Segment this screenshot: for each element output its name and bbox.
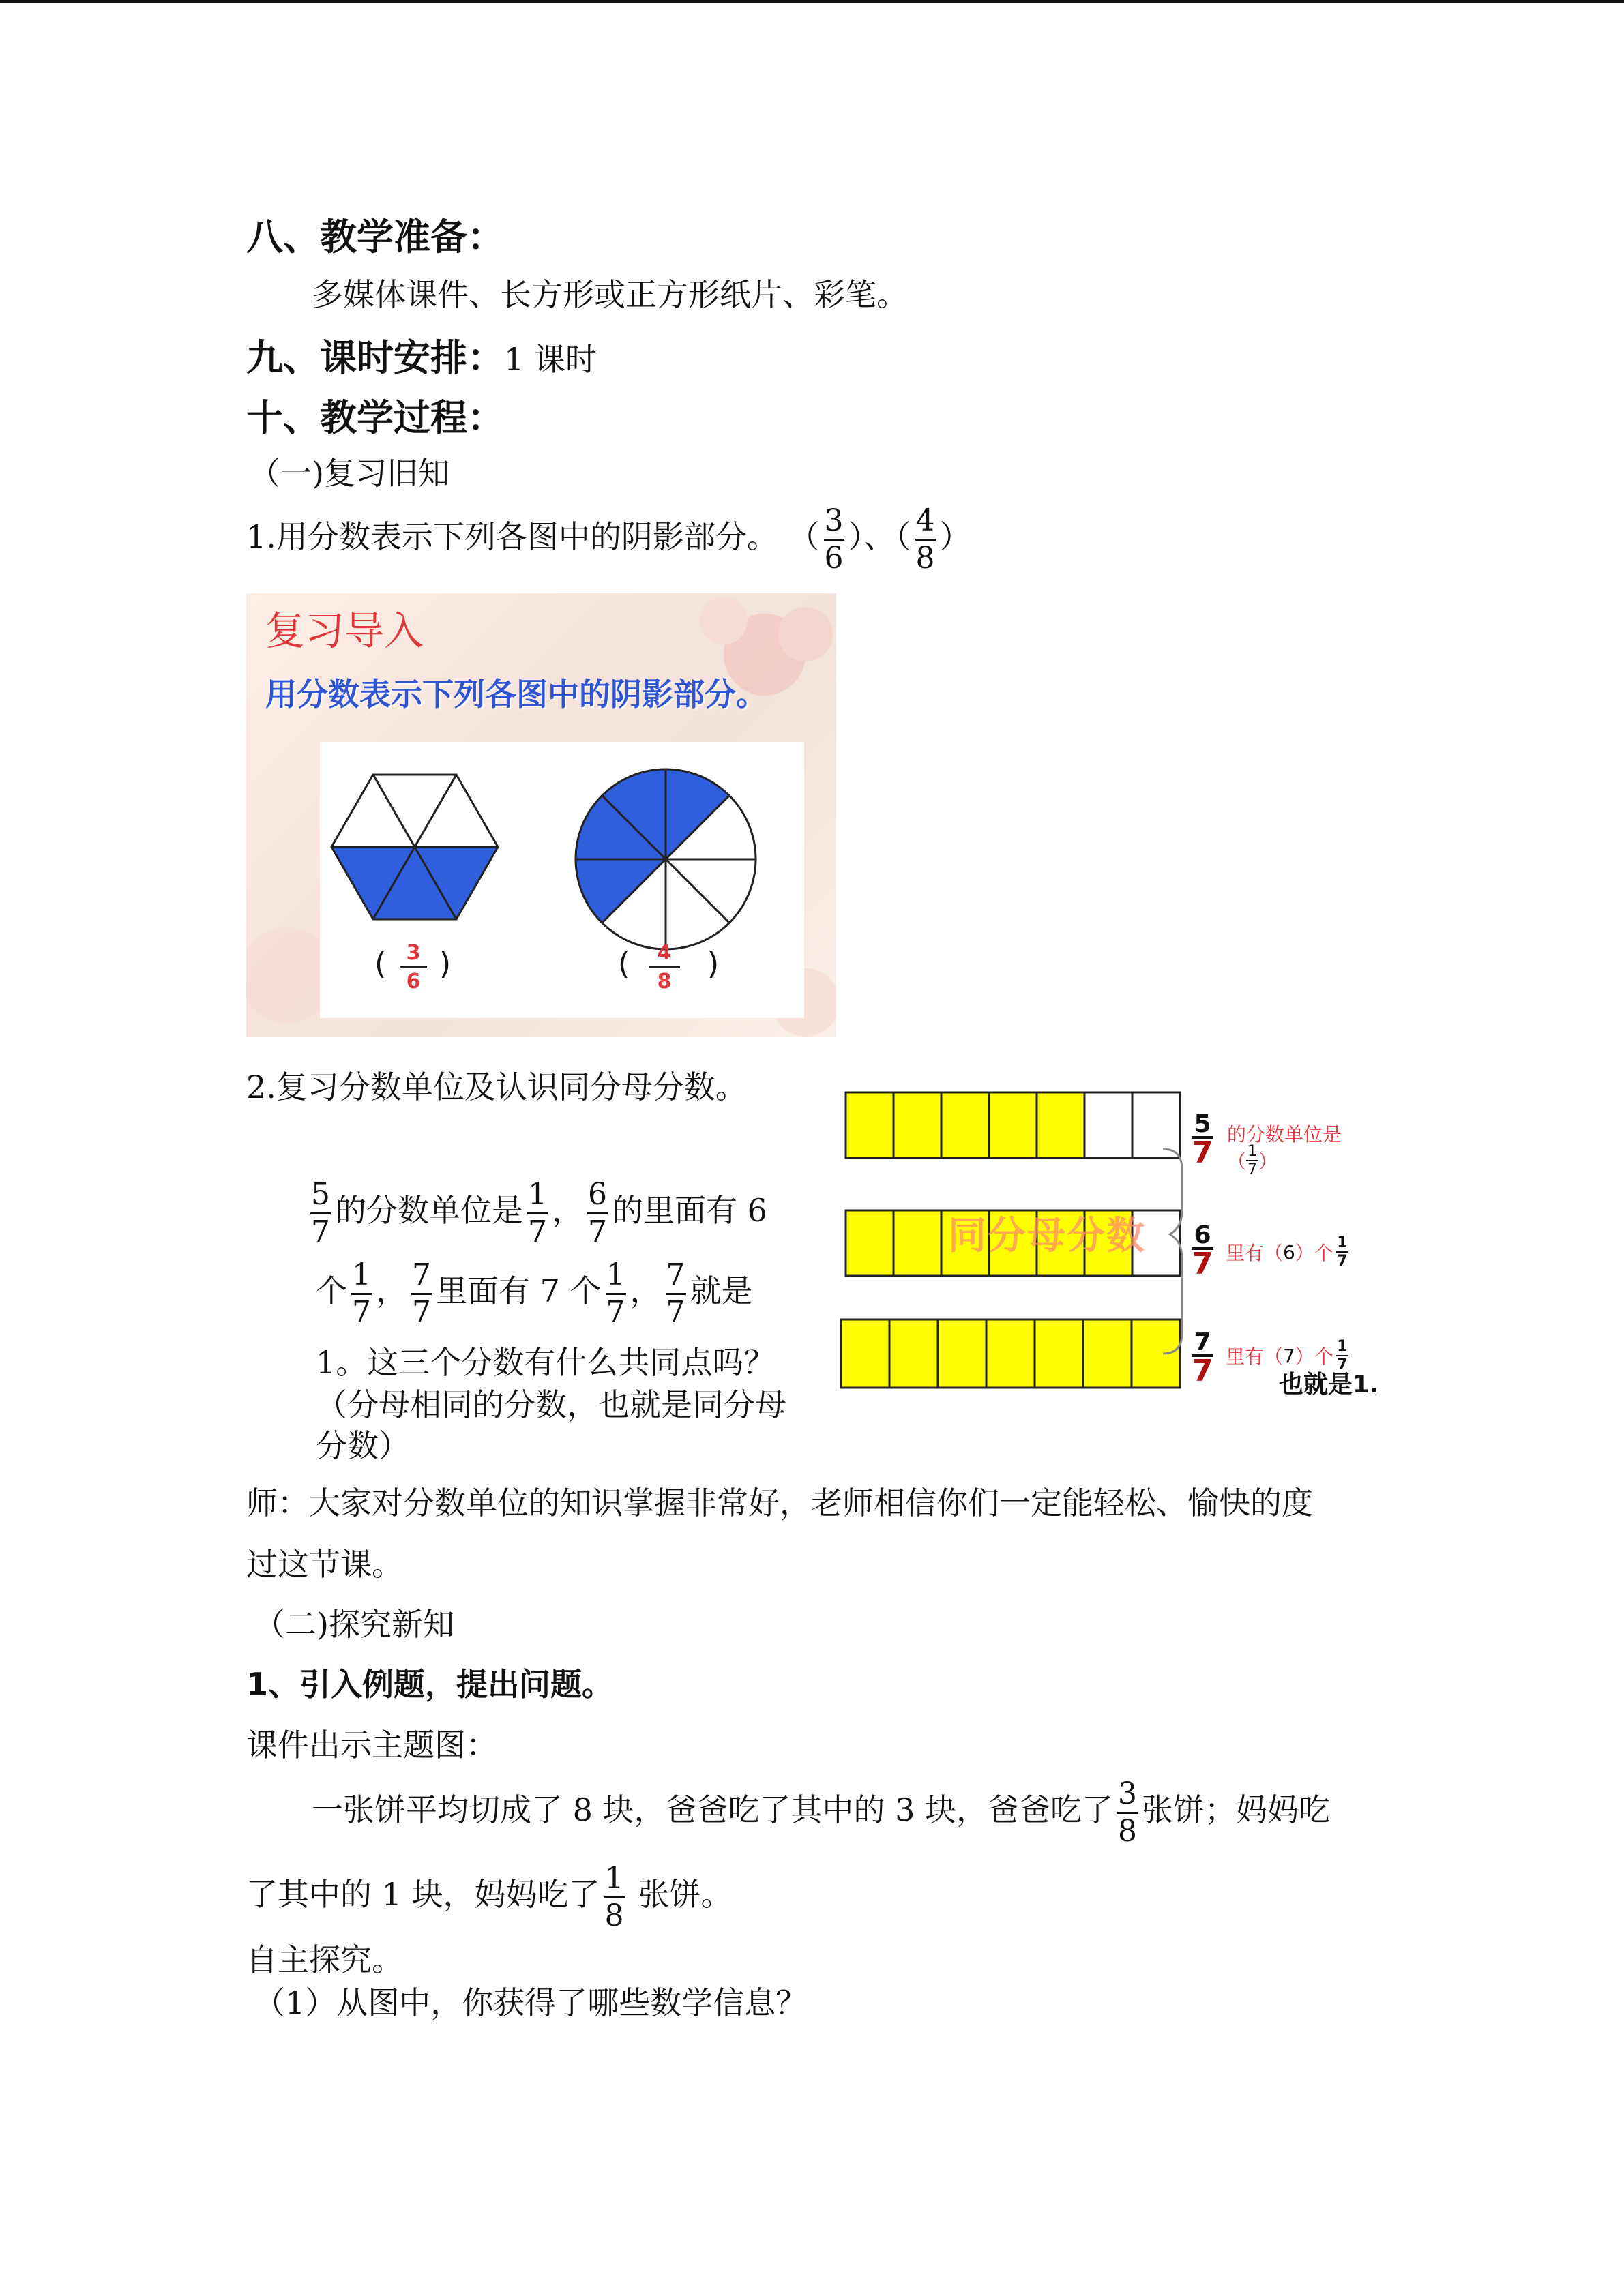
comma: ， (630, 1272, 662, 1309)
numerator: 4 (657, 941, 672, 965)
numerator: 3 (406, 941, 421, 965)
explore-q1: （1）从图中，你获得了哪些数学信息？ (254, 1984, 808, 2021)
bar1-fraction: 5 7 (1192, 1110, 1213, 1170)
fraction-1-7: $\frac{1}{7}$ (606, 1257, 625, 1330)
hexagon-figure (328, 767, 505, 931)
slide-question: 用分数表示下列各图中的阴影部分。 (265, 676, 767, 713)
q2-text: 就是 (690, 1272, 753, 1309)
explore-step1: 1、引入例题，提出问题。 (246, 1666, 614, 1703)
q2-line3: 1。这三个分数有什么共同点吗？ (316, 1344, 776, 1381)
fraction-3-8: $\frac{3}{8}$ (1118, 1776, 1138, 1849)
explore-show: 课件出示主题图： (246, 1727, 497, 1763)
fraction-7-7: $\frac{7}{7}$ (412, 1257, 431, 1330)
q2-line2 (316, 1253, 753, 1328)
paren-close: ) (439, 946, 452, 981)
comma: ， (376, 1272, 407, 1309)
section8-title: 八、教学准备： (246, 215, 504, 258)
denominator: 8 (657, 970, 672, 994)
section8-content: 多媒体课件、长方形或正方形纸片、彩笔。 (312, 276, 908, 313)
section9 (246, 329, 597, 381)
story-text: 了其中的 1 块，妈妈吃了 (246, 1876, 600, 1913)
review-q2-text: 2.复习分数单位及认识同分母分数。 (246, 1069, 747, 1105)
paren-open: ( (374, 946, 387, 981)
explore-self: 自主探究。 (246, 1941, 403, 1978)
paren-open: ( (618, 946, 630, 981)
section9-content: 1 课时 (504, 341, 597, 378)
slide-hex-fraction (400, 941, 427, 994)
circle-figure (574, 767, 765, 958)
story-text: 张饼；妈妈吃 (1142, 1791, 1331, 1828)
story-line2 (246, 1856, 733, 1933)
explore-heading: （二)探究新知 (254, 1606, 454, 1643)
bar1-label: 的分数单位是 (1227, 1123, 1342, 1146)
page-top-border (0, 0, 1624, 3)
teacher-line2: 过这节课。 (246, 1546, 403, 1583)
fraction-6-7: $\frac{6}{7}$ (588, 1176, 607, 1249)
fraction-1-7: $\frac{1}{7}$ (528, 1176, 547, 1249)
bar1-unit: （ 1 7 ） (1227, 1143, 1278, 1178)
section10-title: 十、教学过程： (246, 396, 504, 439)
review-slide-image (246, 593, 836, 1037)
fraction-bars-figure (836, 1084, 1429, 1405)
bar3-label: 里有（ 7 ）个 1 7 (1226, 1338, 1348, 1373)
story-text: 张饼。 (638, 1876, 733, 1913)
numerator: 4 (915, 503, 935, 538)
slide-circle-fraction (649, 941, 680, 994)
fraction-1-7: $\frac{1}{7}$ (352, 1257, 371, 1330)
denominator: 6 (406, 970, 421, 994)
story-text: 一张饼平均切成了 8 块，爸爸吃了其中的 3 块，爸爸吃了 (312, 1791, 1114, 1828)
denominator: 8 (915, 540, 935, 576)
watermark-text: 同分母分数 (948, 1214, 1146, 1258)
q2-text: 里面有 7 个 (436, 1272, 602, 1309)
comma: ， (552, 1192, 583, 1229)
bar3-fraction: 7 7 (1192, 1328, 1213, 1388)
teacher-line1: 师：大家对分数单位的知识掌握非常好，老师相信你们一定能轻松、愉快的度 (246, 1485, 1313, 1521)
slide-title: 复习导入 (265, 608, 424, 654)
fraction-1-8: $\frac{1}{8}$ (604, 1860, 624, 1933)
denominator: 6 (824, 540, 844, 576)
q2-line5: 分数） (316, 1427, 410, 1464)
q2-text: 个 (316, 1272, 347, 1309)
review-q1 (246, 503, 971, 576)
paren-close: ） (939, 518, 971, 555)
paren-open: （ (788, 518, 820, 555)
section9-title: 九、课时安排： (246, 336, 504, 379)
review-q1-text: 1.用分数表示下列各图中的阴影部分。 (246, 518, 778, 555)
separator: 、 (863, 518, 896, 555)
bar2-fraction: 6 7 (1192, 1221, 1213, 1281)
numerator: 3 (824, 503, 844, 538)
review-heading: （一)复习旧知 (249, 455, 449, 492)
paren-close: ） (848, 518, 864, 555)
q2-text: 的里面有 6 (612, 1192, 767, 1229)
story-line1 (312, 1772, 1330, 1848)
bar3-note: 也就是1. (1279, 1371, 1379, 1399)
fraction-5-7: $\frac{5}{7}$ (311, 1176, 330, 1249)
q2-text: 的分数单位是 (335, 1192, 523, 1229)
paren-open: （ (895, 518, 911, 555)
q2-line1 (310, 1173, 767, 1248)
bar2-label: 里有（ 6 ）个 1 7 (1226, 1234, 1348, 1270)
paren-close: ) (707, 946, 720, 981)
q2-line4: （分母相同的分数，也就是同分母 (316, 1386, 786, 1423)
fraction-7-7: $\frac{7}{7}$ (666, 1257, 685, 1330)
fraction-4-8 (915, 503, 936, 576)
fraction-3-6 (824, 503, 844, 576)
